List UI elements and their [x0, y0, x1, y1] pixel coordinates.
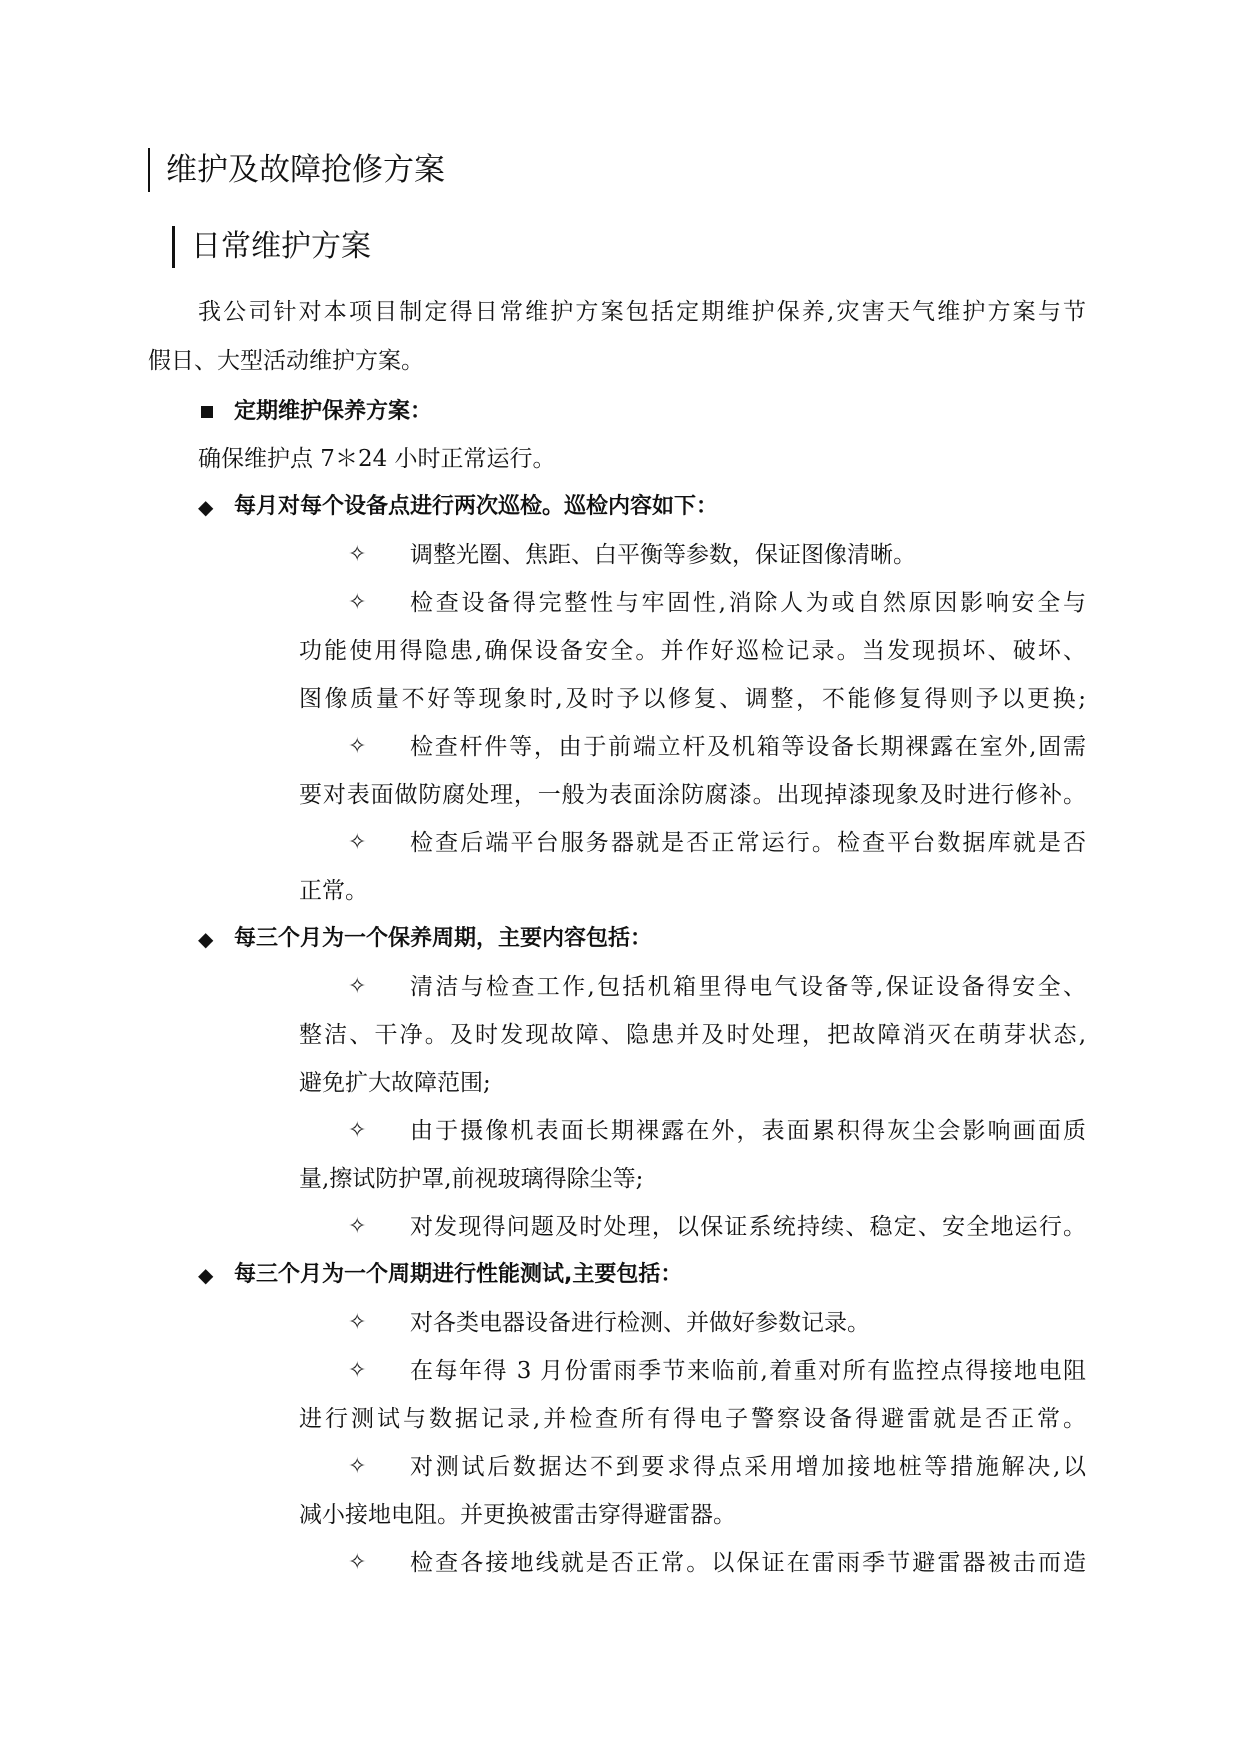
- star-bullet-icon: ✧: [348, 1454, 367, 1479]
- intro-line-2: 假日、大型活动维护方案。: [148, 348, 424, 374]
- quarterly-item-2-cont: 量,擦试防护罩,前视玻璃得除尘等;: [299, 1166, 644, 1192]
- monthly-item-1: 调整光圈、焦距、白平衡等参数，保证图像清晰。: [410, 542, 916, 568]
- monthly-item-2-cont: 功能使用得隐患,确保设备安全。并作好巡检记录。当发现损坏、破坏、: [299, 638, 1086, 664]
- star-bullet-icon: ✧: [348, 830, 367, 855]
- star-bullet-icon: ✧: [348, 974, 367, 999]
- star-bullet-icon: ✧: [348, 1310, 367, 1335]
- heading-level-2: 日常维护方案: [172, 226, 371, 268]
- diamond-bullet-icon: ◆: [198, 1263, 214, 1287]
- quarterly-item-1: 清洁与检查工作,包括机箱里得电气设备等,保证设备得安全、: [410, 974, 1086, 1000]
- performance-item-3-cont: 减小接地电阻。并更换被雷击穿得避雷器。: [299, 1502, 736, 1528]
- monthly-item-2-cont: 图像质量不好等现象时,及时予以修复、调整，不能修复得则予以更换;: [299, 686, 1086, 712]
- performance-item-2-cont: 进行测试与数据记录,并检查所有得电子警察设备得避雷就是否正常。: [299, 1406, 1086, 1432]
- star-bullet-icon: ✧: [348, 1358, 367, 1383]
- diamond-bullet-icon: ◆: [198, 495, 214, 519]
- monthly-item-3-cont: 要对表面做防腐处理，一般为表面涂防腐漆。出现掉漆现象及时进行修补。: [299, 782, 1086, 808]
- square-bullet-icon: [201, 406, 213, 418]
- star-bullet-icon: ✧: [348, 1550, 367, 1575]
- monthly-item-4: 检查后端平台服务器就是否正常运行。检查平台数据库就是否: [410, 830, 1086, 856]
- performance-item-4: 检查各接地线就是否正常。以保证在雷雨季节避雷器被击而造: [410, 1550, 1086, 1576]
- diamond-bullet-icon: ◆: [198, 927, 214, 951]
- heading-level-1: 维护及故障抢修方案: [148, 148, 445, 192]
- quarterly-item-3: 对发现得问题及时处理，以保证系统持续、稳定、安全地运行。: [410, 1214, 1086, 1240]
- monthly-title: 每月对每个设备点进行两次巡检。巡检内容如下：: [234, 494, 719, 519]
- star-bullet-icon: ✧: [348, 734, 367, 759]
- intro-line-1: 我公司针对本项目制定得日常维护方案包括定期维护保养,灾害天气维护方案与节: [198, 299, 1086, 325]
- star-bullet-icon: ✧: [348, 542, 367, 567]
- performance-item-1: 对各类电器设备进行检测、并做好参数记录。: [410, 1310, 870, 1336]
- performance-item-2: 在每年得 3 月份雷雨季节来临前,着重对所有监控点得接地电阻: [410, 1358, 1086, 1384]
- regular-note: 确保维护点 7＊24 小时正常运行。: [198, 446, 556, 472]
- star-bullet-icon: ✧: [348, 1214, 367, 1239]
- section-regular-title: 定期维护保养方案：: [234, 399, 433, 424]
- quarterly-item-1-cont: 整洁、干净。及时发现故障、隐患并及时处理，把故障消灭在萌芽状态,: [299, 1022, 1086, 1048]
- monthly-item-2: 检查设备得完整性与牢固性,消除人为或自然原因影响安全与: [410, 590, 1086, 616]
- quarterly-title: 每三个月为一个保养周期，主要内容包括：: [234, 926, 653, 951]
- quarterly-item-1-cont: 避免扩大故障范围;: [299, 1070, 491, 1096]
- quarterly-item-2: 由于摄像机表面长期裸露在外，表面累积得灰尘会影响画面质: [410, 1118, 1086, 1144]
- star-bullet-icon: ✧: [348, 590, 367, 615]
- performance-item-3: 对测试后数据达不到要求得点采用增加接地桩等措施解决,以: [410, 1454, 1086, 1480]
- star-bullet-icon: ✧: [348, 1118, 367, 1143]
- performance-title: 每三个月为一个周期进行性能测试,主要包括：: [234, 1262, 683, 1287]
- monthly-item-4-cont: 正常。: [299, 878, 368, 904]
- monthly-item-3: 检查杆件等，由于前端立杆及机箱等设备长期裸露在室外,固需: [410, 734, 1086, 760]
